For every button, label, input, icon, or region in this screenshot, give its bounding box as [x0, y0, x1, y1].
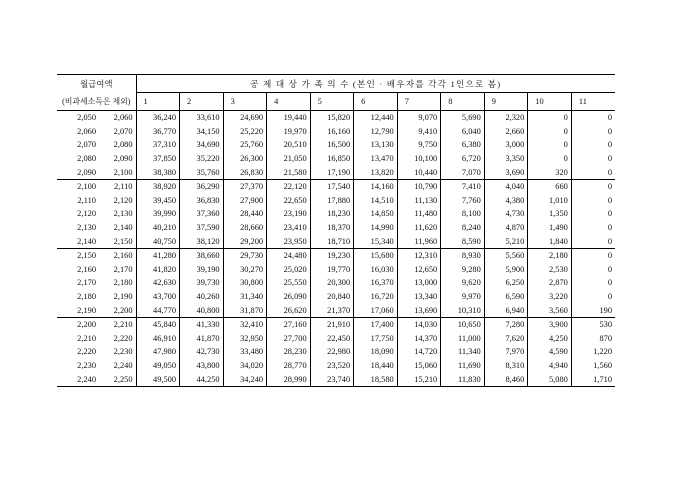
income-to-cell: 2,240: [99, 359, 136, 373]
tax-amount-cell: 9,970: [441, 290, 485, 304]
tax-amount-cell: 14,160: [354, 179, 398, 193]
tax-amount-cell: 21,580: [267, 166, 311, 180]
tax-amount-cell: 0: [607, 154, 612, 164]
tax-amount-cell: 0: [607, 140, 612, 150]
income-to-cell: 2,070: [99, 124, 136, 138]
income-to-cell: 2,120: [99, 193, 136, 207]
tax-amount-cell: 13,130: [354, 138, 398, 152]
tax-amount-cell: 38,120: [180, 235, 224, 249]
tax-amount-cell: 0: [528, 152, 572, 166]
tax-amount-cell: 6,250: [484, 276, 528, 290]
header-row-1: [57, 75, 615, 93]
tax-amount-cell: 35,760: [180, 166, 224, 180]
tax-amount-cell: 11,690: [441, 359, 485, 373]
tax-amount-cell: 7,280: [484, 317, 528, 331]
income-from-cell: 2,230: [77, 361, 96, 371]
income-to-cell: 2,250: [99, 373, 136, 387]
income-from-cell: 2,090: [57, 166, 99, 180]
tax-amount-cell: 8,310: [484, 359, 528, 373]
table-row: [57, 304, 615, 318]
tax-amount-cell: 1,840: [528, 235, 572, 249]
tax-amount-cell: 29,200: [223, 235, 267, 249]
tax-amount-cell: 11,130: [397, 193, 441, 207]
tax-amount-cell: 8,460: [484, 373, 528, 387]
tax-amount-cell: 6,040: [441, 124, 485, 138]
tax-amount-cell: 16,370: [354, 276, 398, 290]
tax-amount-cell: 39,990: [136, 207, 180, 221]
tax-amount-cell: 47,980: [136, 345, 180, 359]
tax-amount-cell: 24,480: [267, 248, 311, 262]
tax-amount-cell: 14,850: [354, 207, 398, 221]
tax-amount-cell: 18,580: [354, 373, 398, 387]
income-to-cell: 2,230: [99, 345, 136, 359]
tax-amount-cell: 22,450: [310, 331, 354, 345]
income-from-cell: 2,190: [57, 304, 99, 318]
income-from-cell: 2,120: [77, 209, 96, 219]
table-row: [57, 345, 615, 359]
tax-amount-cell: 42,630: [136, 276, 180, 290]
tax-amount-cell: 11,340: [441, 345, 485, 359]
tax-amount-cell: 22,980: [310, 345, 354, 359]
tax-amount-cell: 17,880: [310, 193, 354, 207]
tax-amount-cell: 34,150: [180, 124, 224, 138]
tax-amount-cell: 46,910: [136, 331, 180, 345]
family-count-column-header: 10: [528, 93, 572, 111]
tax-amount-cell: 27,900: [223, 193, 267, 207]
income-from-cell: 2,170: [77, 278, 96, 288]
income-to-cell: 2,090: [99, 152, 136, 166]
income-to-cell: 2,110: [99, 179, 136, 193]
tax-amount-cell: 3,560: [528, 304, 572, 318]
tax-amount-cell: 31,870: [223, 304, 267, 318]
table-row: [57, 138, 615, 152]
tax-amount-cell: 31,340: [223, 290, 267, 304]
income-from-cell: 2,140: [57, 235, 99, 249]
tax-amount-cell: 34,240: [223, 373, 267, 387]
tax-amount-cell: 44,250: [180, 373, 224, 387]
tax-amount-cell: 49,500: [136, 373, 180, 387]
tax-amount-cell: 3,000: [484, 138, 528, 152]
tax-amount-cell: 10,650: [441, 317, 485, 331]
tax-amount-cell: 17,400: [354, 317, 398, 331]
tax-amount-cell: 36,240: [136, 111, 180, 125]
tax-amount-cell: 28,440: [223, 207, 267, 221]
tax-amount-cell: 19,230: [310, 248, 354, 262]
tax-amount-cell: 19,440: [267, 111, 311, 125]
income-from-cell: 2,100: [77, 182, 96, 192]
tax-amount-cell: 20,300: [310, 276, 354, 290]
family-count-column-header: 3: [223, 93, 267, 111]
tax-amount-cell: 4,040: [484, 179, 528, 193]
tax-amount-cell: 33,610: [180, 111, 224, 125]
income-to-cell: 2,130: [99, 207, 136, 221]
table-row: [57, 221, 615, 235]
tax-amount-cell: 32,410: [223, 317, 267, 331]
tax-amount-cell: 0: [607, 126, 612, 136]
tax-amount-cell: 5,900: [484, 262, 528, 276]
tax-amount-cell: 18,090: [354, 345, 398, 359]
tax-amount-cell: 15,680: [354, 248, 398, 262]
tax-amount-cell: 14,370: [397, 331, 441, 345]
tax-amount-cell: 25,220: [223, 124, 267, 138]
family-count-column-header: 9: [484, 93, 528, 111]
table-body: [57, 111, 615, 387]
tax-amount-cell: 9,070: [397, 111, 441, 125]
table-row: [57, 359, 615, 373]
tax-amount-cell: 0: [607, 223, 612, 233]
tax-amount-cell: 8,930: [441, 248, 485, 262]
income-from-cell: 2,050: [77, 113, 96, 123]
tax-amount-cell: 24,690: [223, 111, 267, 125]
tax-amount-cell: 11,620: [397, 221, 441, 235]
table-row: [57, 317, 615, 331]
tax-amount-cell: 38,660: [180, 248, 224, 262]
table-row: [57, 331, 615, 345]
tax-amount-cell: 190: [571, 304, 615, 318]
tax-amount-cell: 40,260: [180, 290, 224, 304]
tax-amount-cell: 19,770: [310, 262, 354, 276]
tax-amount-cell: 1,010: [528, 193, 572, 207]
tax-amount-cell: 3,220: [528, 290, 572, 304]
income-header: 월급여액: [57, 75, 136, 93]
tax-amount-cell: 25,020: [267, 262, 311, 276]
tax-amount-cell: 10,440: [397, 166, 441, 180]
family-count-column-header: 7: [397, 93, 441, 111]
tax-amount-cell: 25,760: [223, 138, 267, 152]
family-count-column-header: 4: [267, 93, 311, 111]
tax-amount-cell: 28,230: [267, 345, 311, 359]
tax-amount-cell: 21,370: [310, 304, 354, 318]
tax-amount-cell: 8,100: [441, 207, 485, 221]
tax-amount-cell: 34,690: [180, 138, 224, 152]
tax-amount-cell: 27,370: [223, 179, 267, 193]
family-count-column-header: 2: [180, 93, 224, 111]
tax-amount-cell: 1,710: [571, 373, 615, 387]
income-to-cell: 2,140: [99, 221, 136, 235]
family-count-column-header: 8: [441, 93, 485, 111]
income-from-cell: 2,180: [77, 292, 96, 302]
income-from-cell: 2,220: [77, 347, 96, 357]
tax-amount-cell: 16,850: [310, 152, 354, 166]
tax-amount-cell: 13,470: [354, 152, 398, 166]
income-subheader: (비과세소득은 제외): [57, 93, 136, 111]
tax-amount-cell: 26,090: [267, 290, 311, 304]
table-row: [57, 248, 615, 262]
tax-amount-cell: 0: [571, 166, 615, 180]
table-row: [57, 276, 615, 290]
tax-amount-cell: 16,720: [354, 290, 398, 304]
tax-amount-cell: 41,330: [180, 317, 224, 331]
tax-amount-cell: 0: [528, 138, 572, 152]
tax-amount-cell: 320: [528, 166, 572, 180]
tax-amount-cell: 4,730: [484, 207, 528, 221]
tax-amount-cell: 13,820: [354, 166, 398, 180]
tax-amount-cell: 40,750: [136, 235, 180, 249]
tax-amount-cell: 0: [528, 111, 572, 125]
table-row: [57, 207, 615, 221]
tax-amount-cell: 14,510: [354, 193, 398, 207]
tax-amount-cell: 3,350: [484, 152, 528, 166]
tax-amount-cell: 17,540: [310, 179, 354, 193]
tax-amount-cell: 41,820: [136, 262, 180, 276]
tax-amount-cell: 17,190: [310, 166, 354, 180]
income-from-cell: 2,150: [77, 251, 96, 261]
tax-amount-cell: 0: [528, 124, 572, 138]
tax-amount-cell: 36,830: [180, 193, 224, 207]
tax-amount-cell: 5,690: [441, 111, 485, 125]
income-from-cell: 2,060: [77, 126, 96, 136]
tax-amount-cell: 30,270: [223, 262, 267, 276]
tax-amount-cell: 23,410: [267, 221, 311, 235]
income-to-cell: 2,160: [99, 248, 136, 262]
tax-amount-cell: 7,970: [484, 345, 528, 359]
tax-amount-cell: 43,700: [136, 290, 180, 304]
income-from-cell: 2,200: [77, 320, 96, 330]
tax-amount-cell: 13,690: [397, 304, 441, 318]
tax-amount-cell: 2,320: [484, 111, 528, 125]
tax-amount-cell: 870: [599, 333, 612, 343]
income-to-cell: 2,200: [99, 304, 136, 318]
tax-amount-cell: 41,870: [180, 331, 224, 345]
tax-amount-cell: 1,350: [528, 207, 572, 221]
tax-amount-cell: 18,370: [310, 221, 354, 235]
tax-amount-cell: 6,720: [441, 152, 485, 166]
tax-amount-cell: 19,970: [267, 124, 311, 138]
tax-amount-cell: 1,560: [593, 361, 612, 371]
table-row: [57, 111, 615, 125]
tax-amount-cell: 10,790: [397, 179, 441, 193]
tax-amount-cell: 0: [607, 264, 612, 274]
tax-amount-cell: 42,730: [180, 345, 224, 359]
tax-amount-cell: 5,080: [528, 373, 572, 387]
family-count-header: 공 제 대 상 가 족 의 수 (본인 · 배우자를 각각 1인으로 봄): [136, 75, 615, 93]
tax-amount-cell: 2,180: [528, 248, 572, 262]
tax-amount-cell: 9,410: [397, 124, 441, 138]
tax-amount-cell: 10,310: [441, 304, 485, 318]
table-row: [57, 373, 615, 387]
tax-amount-cell: 16,160: [310, 124, 354, 138]
income-to-cell: 2,190: [99, 290, 136, 304]
tax-amount-cell: 34,020: [223, 359, 267, 373]
tax-amount-cell: 41,280: [136, 248, 180, 262]
income-to-cell: 2,060: [99, 111, 136, 125]
tax-amount-cell: 26,300: [223, 152, 267, 166]
tax-amount-cell: 33,480: [223, 345, 267, 359]
income-to-cell: 2,170: [99, 262, 136, 276]
tax-amount-cell: 4,380: [484, 193, 528, 207]
family-count-column-header: 11: [571, 93, 615, 111]
tax-amount-cell: 10,100: [397, 152, 441, 166]
tax-amount-cell: 28,660: [223, 221, 267, 235]
income-to-cell: 2,220: [99, 331, 136, 345]
income-from-cell: 2,210: [77, 333, 96, 343]
table-row: [57, 262, 615, 276]
table-row: [57, 235, 615, 249]
tax-amount-cell: 20,510: [267, 138, 311, 152]
tax-amount-cell: 0: [571, 235, 615, 249]
tax-amount-cell: 0: [607, 182, 612, 192]
income-to-cell: 2,100: [99, 166, 136, 180]
tax-amount-cell: 15,820: [310, 111, 354, 125]
tax-amount-cell: 18,230: [310, 207, 354, 221]
tax-amount-cell: 29,730: [223, 248, 267, 262]
tax-amount-cell: 5,210: [484, 235, 528, 249]
tax-amount-cell: 23,950: [267, 235, 311, 249]
tax-amount-cell: 39,450: [136, 193, 180, 207]
tax-amount-cell: 39,730: [180, 276, 224, 290]
table-row: [57, 179, 615, 193]
table-row: [57, 166, 615, 180]
tax-amount-cell: 32,950: [223, 331, 267, 345]
tax-amount-cell: 0: [607, 209, 612, 219]
header-row-2: [57, 93, 615, 111]
tax-amount-cell: 2,660: [484, 124, 528, 138]
tax-amount-cell: 12,650: [397, 262, 441, 276]
tax-amount-cell: 3,690: [484, 166, 528, 180]
family-count-column-header: 6: [354, 93, 398, 111]
tax-amount-cell: 22,120: [267, 179, 311, 193]
tax-amount-cell: 21,910: [310, 317, 354, 331]
income-to-cell: 2,150: [99, 235, 136, 249]
tax-amount-cell: 40,210: [136, 221, 180, 235]
tax-amount-cell: 4,870: [484, 221, 528, 235]
tax-amount-cell: 0: [607, 251, 612, 261]
tax-amount-cell: 40,800: [180, 304, 224, 318]
tax-amount-cell: 23,190: [267, 207, 311, 221]
tax-amount-cell: 28,990: [267, 373, 311, 387]
tax-amount-cell: 18,440: [354, 359, 398, 373]
tax-amount-cell: 14,720: [397, 345, 441, 359]
tax-amount-cell: 36,770: [136, 124, 180, 138]
family-count-column-header: 5: [310, 93, 354, 111]
tax-amount-cell: 4,590: [528, 345, 572, 359]
tax-amount-cell: 38,920: [136, 179, 180, 193]
income-from-cell: 2,160: [77, 264, 96, 274]
tax-amount-cell: 11,480: [397, 207, 441, 221]
income-from-cell: 2,130: [77, 223, 96, 233]
tax-amount-cell: 0: [607, 113, 612, 123]
tax-amount-cell: 15,060: [397, 359, 441, 373]
tax-amount-cell: 12,790: [354, 124, 398, 138]
tax-amount-cell: 27,700: [267, 331, 311, 345]
tax-amount-cell: 5,560: [484, 248, 528, 262]
tax-amount-cell: 23,740: [310, 373, 354, 387]
tax-amount-cell: 37,360: [180, 207, 224, 221]
table-row: [57, 124, 615, 138]
table-row: [57, 152, 615, 166]
tax-amount-cell: 43,800: [180, 359, 224, 373]
tax-amount-cell: 1,490: [528, 221, 572, 235]
tax-amount-cell: 14,030: [397, 317, 441, 331]
tax-amount-cell: 7,070: [441, 166, 485, 180]
tax-amount-cell: 44,770: [136, 304, 180, 318]
tax-amount-cell: 23,520: [310, 359, 354, 373]
tax-amount-cell: 17,060: [354, 304, 398, 318]
tax-amount-cell: 37,850: [136, 152, 180, 166]
tax-amount-cell: 37,310: [136, 138, 180, 152]
tax-amount-cell: 2,530: [528, 262, 572, 276]
tax-amount-cell: 18,710: [310, 235, 354, 249]
tax-amount-cell: 21,050: [267, 152, 311, 166]
tax-amount-cell: 11,960: [397, 235, 441, 249]
tax-table-container: [57, 74, 615, 387]
tax-amount-cell: 8,590: [441, 235, 485, 249]
tax-amount-cell: 660: [528, 179, 572, 193]
tax-amount-cell: 25,550: [267, 276, 311, 290]
tax-amount-cell: 45,840: [136, 317, 180, 331]
tax-amount-cell: 6,590: [484, 290, 528, 304]
tax-amount-cell: 16,500: [310, 138, 354, 152]
tax-amount-cell: 4,250: [528, 331, 572, 345]
tax-amount-cell: 11,830: [441, 373, 485, 387]
tax-amount-cell: 27,160: [267, 317, 311, 331]
tax-amount-cell: 9,620: [441, 276, 485, 290]
income-to-cell: 2,210: [99, 317, 136, 331]
tax-amount-cell: 530: [599, 320, 612, 330]
tax-amount-cell: 7,760: [441, 193, 485, 207]
income-to-cell: 2,080: [99, 138, 136, 152]
tax-amount-cell: 9,750: [397, 138, 441, 152]
income-from-cell: 2,080: [77, 154, 96, 164]
tax-amount-cell: 11,000: [441, 331, 485, 345]
tax-amount-cell: 38,380: [136, 166, 180, 180]
tax-amount-cell: 36,290: [180, 179, 224, 193]
tax-amount-cell: 37,590: [180, 221, 224, 235]
tax-amount-cell: 39,190: [180, 262, 224, 276]
tax-amount-cell: 22,650: [267, 193, 311, 207]
tax-amount-cell: 15,340: [354, 235, 398, 249]
tax-amount-cell: 26,830: [223, 166, 267, 180]
tax-amount-cell: 2,870: [528, 276, 572, 290]
tax-amount-cell: 12,440: [354, 111, 398, 125]
tax-amount-cell: 4,940: [528, 359, 572, 373]
tax-amount-cell: 13,000: [397, 276, 441, 290]
tax-amount-cell: 1,220: [593, 347, 612, 357]
tax-amount-cell: 6,940: [484, 304, 528, 318]
income-from-cell: 2,110: [77, 195, 96, 205]
tax-amount-cell: 20,840: [310, 290, 354, 304]
tax-amount-cell: 7,620: [484, 331, 528, 345]
tax-amount-cell: 17,750: [354, 331, 398, 345]
withholding-tax-table: [57, 74, 615, 387]
tax-amount-cell: 14,990: [354, 221, 398, 235]
tax-amount-cell: 49,050: [136, 359, 180, 373]
tax-amount-cell: 8,240: [441, 221, 485, 235]
tax-amount-cell: 7,410: [441, 179, 485, 193]
tax-amount-cell: 16,030: [354, 262, 398, 276]
table-row: [57, 290, 615, 304]
family-count-column-header: 1: [136, 93, 180, 111]
tax-amount-cell: 9,280: [441, 262, 485, 276]
tax-amount-cell: 0: [607, 195, 612, 205]
tax-amount-cell: 35,220: [180, 152, 224, 166]
tax-amount-cell: 30,800: [223, 276, 267, 290]
tax-amount-cell: 12,310: [397, 248, 441, 262]
tax-amount-cell: 15,210: [397, 373, 441, 387]
tax-amount-cell: 13,340: [397, 290, 441, 304]
income-from-cell: 2,070: [77, 140, 96, 150]
tax-amount-cell: 3,900: [528, 317, 572, 331]
tax-amount-cell: 0: [607, 278, 612, 288]
income-to-cell: 2,180: [99, 276, 136, 290]
table-row: [57, 193, 615, 207]
tax-amount-cell: 28,770: [267, 359, 311, 373]
tax-amount-cell: 6,380: [441, 138, 485, 152]
tax-amount-cell: 0: [607, 292, 612, 302]
tax-amount-cell: 26,620: [267, 304, 311, 318]
income-from-cell: 2,240: [57, 373, 99, 387]
